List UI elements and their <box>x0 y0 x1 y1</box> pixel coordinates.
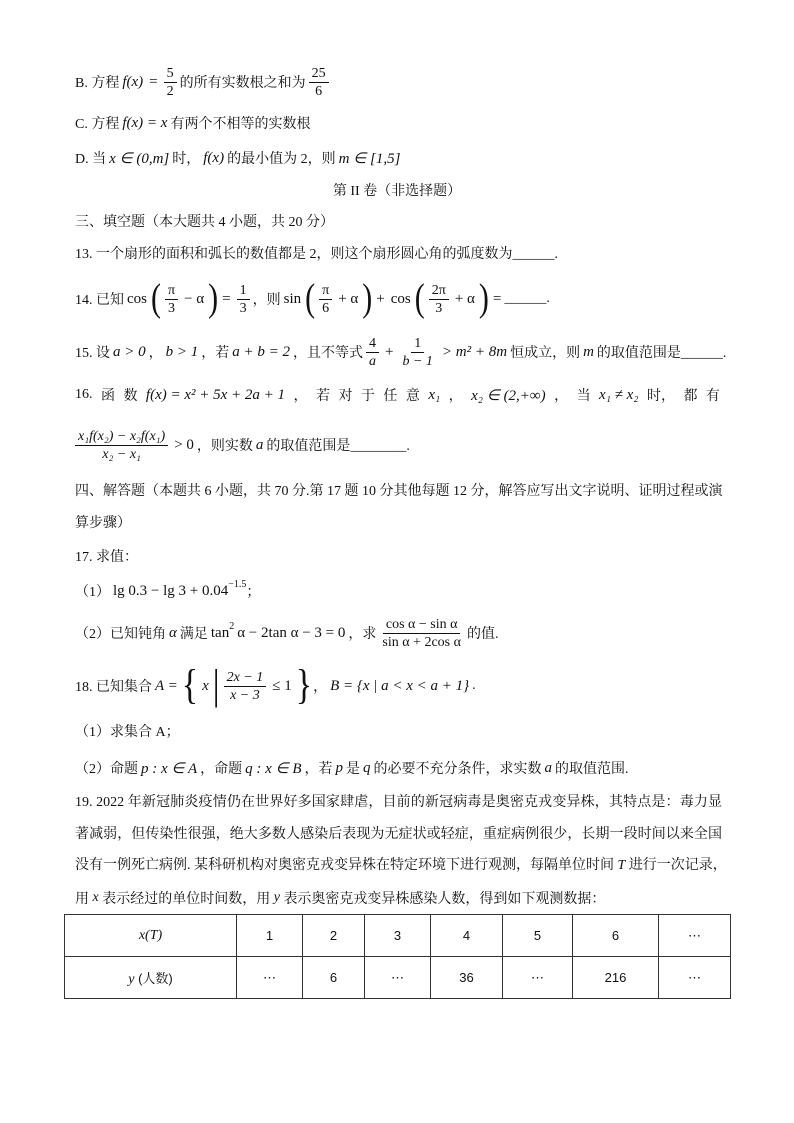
variable-t: T <box>617 858 626 873</box>
tan-function: tan <box>210 624 230 641</box>
log-expression: lg 0.3 − lg 3 + 0.04 <box>113 582 229 599</box>
fraction-denominator: 3 <box>239 300 247 316</box>
left-paren: ( <box>151 276 161 320</box>
question-18-text: 的必要不充分条件，求实数 <box>373 762 542 777</box>
question-18-text: ，若 <box>304 762 333 777</box>
fraction-denominator: sin α + 2cos α <box>382 634 461 650</box>
condition-b: b > 1 <box>165 343 199 360</box>
angle-rest: − α <box>184 290 205 307</box>
table-cell: 6 <box>303 957 365 999</box>
fraction-numerator: π <box>165 282 178 300</box>
greater-than-zero: > 0 <box>174 436 194 453</box>
unit-label: (人数) <box>134 970 173 986</box>
variable-a: a <box>255 436 264 453</box>
fraction-numerator: 1 <box>237 282 250 300</box>
question-19-line-3 <box>75 855 727 877</box>
option-b-label: B. 方程 <box>75 76 120 91</box>
right-brace: } <box>295 662 313 709</box>
option-d-label: D. 当 <box>75 152 107 167</box>
set-b-definition: B = {x | a < x < a + 1} <box>330 677 470 694</box>
question-16-text: 对 <box>338 389 353 404</box>
variable-x1: x₁ <box>428 386 441 403</box>
table-cell: 216 <box>573 957 659 999</box>
question-15-text: ，若 <box>201 346 230 361</box>
left-paren: ( <box>414 276 425 320</box>
fraction-denominator: b − 1 <box>402 353 433 369</box>
cos-function: cos <box>127 290 147 307</box>
option-d <box>75 147 403 169</box>
observation-table <box>64 914 731 999</box>
set-a-relation: ≤ 1 <box>272 677 292 694</box>
question-16-label: 16. <box>75 387 93 402</box>
option-b-value-fraction <box>164 65 177 100</box>
question-15-text: ，且不等式 <box>293 346 363 361</box>
variable-y: y <box>273 890 280 905</box>
fraction-numerator: 2x − 1 <box>224 669 267 687</box>
question-16-text: ， <box>554 389 569 404</box>
variable-a: a <box>544 759 553 776</box>
question-17-title: 17. 求值： <box>75 550 138 565</box>
option-c-label: C. 方程 <box>75 117 120 132</box>
question-16-text: 数 <box>123 389 138 404</box>
question-18-part-1: （1）求集合 A； <box>75 725 180 740</box>
right-paren: ) <box>208 276 219 320</box>
plus-sign: + <box>376 290 385 307</box>
trig-ratio-fraction <box>379 616 464 651</box>
fraction-1-over-b-minus-1 <box>399 335 435 370</box>
proposition-q: q : x ∈ B <box>245 760 302 777</box>
question-17-text: 满足 <box>179 627 208 642</box>
question-16-text: 的取值范围是________. <box>266 439 410 454</box>
exponent: 2 <box>229 620 235 632</box>
question-19-text: 没有一例死亡病例. 某科研机构对奥密克戎变异株在特定环境下进行观测，每隔单位时间 <box>75 858 618 873</box>
question-19-text: 表示奥密克戎变异株感染人数，得到如下观测数据： <box>279 892 606 907</box>
left-paren: ( <box>305 276 316 320</box>
table-cell: 6 <box>573 915 659 957</box>
question-18-text: （2）命题 <box>75 762 138 777</box>
variable-q: q <box>363 759 371 776</box>
question-16-line-2 <box>75 424 410 466</box>
fraction-numerator: x₁f(x₂) − x₂f(x₁) <box>75 428 168 446</box>
angle-rest: + α <box>338 290 359 307</box>
question-16-line-1 <box>75 384 720 406</box>
equals-sign: = <box>492 290 502 307</box>
right-paren: ) <box>478 276 489 320</box>
table-cell: 5 <box>503 915 573 957</box>
table-cell: 4 <box>431 915 503 957</box>
fraction-4-over-a <box>366 335 379 370</box>
fraction-numerator: 5 <box>164 65 177 83</box>
variable-p: p <box>335 759 344 776</box>
volume-title: 第 II 卷（非选择题） <box>332 184 462 199</box>
vertical-bar: | <box>212 662 220 709</box>
question-15-text: 恒成立，则 <box>510 346 581 361</box>
question-16-text: ， <box>448 389 463 404</box>
question-17-part-1 <box>75 580 260 602</box>
table-row-x <box>65 915 731 957</box>
question-18 <box>75 662 476 710</box>
table-cell: 1 <box>237 915 303 957</box>
cos-function: cos <box>390 290 411 307</box>
table-header-y <box>65 957 237 999</box>
section4-heading-line-2: 算步骤） <box>75 516 131 531</box>
option-b <box>75 60 332 104</box>
table-row-y <box>65 957 731 999</box>
question-15 <box>75 331 726 373</box>
angle-fraction <box>165 282 178 317</box>
table-header-x: x(T) <box>65 915 237 957</box>
question-18-text: 是 <box>346 762 361 777</box>
option-b-text: 的所有实数根之和为 <box>179 76 306 91</box>
question-19-text: 进行一次记录， <box>625 858 727 873</box>
answer-blank: ______. <box>504 291 550 306</box>
angle-fraction <box>429 282 449 317</box>
table-cell: ⋯ <box>365 957 431 999</box>
fraction-denominator: x − 3 <box>230 687 260 703</box>
question-16-text: 都 <box>683 389 698 404</box>
question-16-text: ， <box>293 389 308 404</box>
question-16-text: 函 <box>100 389 115 404</box>
option-d-function: f(x) <box>203 149 225 166</box>
question-19-line-1: 19. 2022 年新冠肺炎疫情仍在世界好多国家肆虐，目前的新冠病毒是奥密克戎变异株，其特点是：毒力显 <box>75 795 722 810</box>
question-14-label: 14. 已知 <box>75 293 124 308</box>
fraction-denominator: 3 <box>435 300 443 316</box>
table-cell: 2 <box>303 915 365 957</box>
option-b-sum-fraction <box>309 65 329 100</box>
variable-x: x <box>92 890 99 905</box>
question-17-text: 的值. <box>466 627 499 642</box>
question-16-text: 若 <box>315 389 330 404</box>
question-18-text: 的取值范围. <box>555 762 629 777</box>
section4-heading-line-1: 四、解答题（本题共 6 小题，共 70 分.第 17 题 10 分其他每题 12 分，解答应写出文字说明、证明过程或演 <box>75 484 723 499</box>
part-label: （1） <box>75 585 110 600</box>
table-cell: 36 <box>431 957 503 999</box>
variable-y: y <box>128 971 135 987</box>
fraction-denominator: 2 <box>166 83 174 99</box>
question-15-text: ， <box>148 346 163 361</box>
x2-domain: x₂ ∈ (2,+∞) <box>471 387 546 404</box>
question-18-label: 18. 已知集合 <box>75 680 152 695</box>
option-c-text: 有两个不相等的实数根 <box>170 117 311 132</box>
table-cell: 3 <box>365 915 431 957</box>
question-19-line-4 <box>75 887 605 909</box>
period: . <box>472 678 476 693</box>
fraction-numerator: π <box>319 282 332 300</box>
option-d-text: 时， <box>172 152 201 167</box>
set-a-fraction <box>224 669 267 704</box>
question-13: 13. 一个扇形的面积和弧长的数值都是 2，则这个扇形圆心角的弧度数为______. <box>75 247 558 262</box>
table-cell: ⋯ <box>659 915 731 957</box>
equals-sign: = <box>149 73 158 90</box>
function-definition: f(x) = x² + 5x + 2a + 1 <box>145 386 286 403</box>
fraction-numerator: 4 <box>366 335 379 353</box>
option-b-function: f(x) <box>122 73 144 90</box>
value-fraction <box>237 282 250 317</box>
option-d-interval: x ∈ (0,m] <box>109 150 170 167</box>
option-c-math: f(x) = x <box>122 114 168 131</box>
question-19-line-2: 著减弱，但传染性很强，绝大多数人感染后表现为无症状或轻症，重症病例很少，长期一段时间以来全国 <box>75 827 722 842</box>
separator: ， <box>313 680 328 695</box>
question-15-text: 的取值范围是______. <box>596 346 727 361</box>
question-16-text: 于 <box>360 389 375 404</box>
question-14-text: ，则 <box>252 293 281 308</box>
condition-a: a > 0 <box>113 343 146 360</box>
fraction-denominator: 6 <box>315 83 323 99</box>
question-16-text: 当 <box>576 389 591 404</box>
option-c <box>75 112 310 134</box>
part-end: ； <box>246 585 261 600</box>
set-variable: x <box>202 677 209 694</box>
exponent: −1.5 <box>228 578 247 590</box>
sin-function: sin <box>283 290 302 307</box>
part-label: （2）已知钝角 <box>75 627 166 642</box>
question-18-text: ，命题 <box>200 762 243 777</box>
option-d-text: 的最小值为 2，则 <box>227 152 336 167</box>
plus-sign: + <box>385 343 394 360</box>
difference-quotient-fraction <box>75 428 168 463</box>
question-16-text: 任 <box>383 389 398 404</box>
question-14 <box>75 276 550 322</box>
table-cell: ⋯ <box>503 957 573 999</box>
angle-fraction <box>319 282 332 317</box>
fraction-numerator: cos α − sin α <box>383 616 461 634</box>
left-brace: { <box>181 662 199 709</box>
condition-sum: a + b = 2 <box>232 343 290 360</box>
question-19-text: 表示经过的单位时间数，用 <box>98 892 274 907</box>
variable-alpha: α <box>169 624 177 641</box>
question-16-text: ，则实数 <box>196 439 253 454</box>
question-17-part-2 <box>75 612 498 654</box>
fraction-numerator: 1 <box>411 335 424 353</box>
section3-heading: 三、填空题（本大题共 4 小题，共 20 分） <box>75 215 334 230</box>
fraction-denominator: a <box>369 353 376 369</box>
tan-equation: α − 2tan α − 3 = 0 <box>237 624 346 641</box>
table-cell: ⋯ <box>237 957 303 999</box>
inequality-rhs: > m² + 8m <box>441 343 508 360</box>
fraction-denominator: 6 <box>322 300 330 316</box>
proposition-p: p : x ∈ A <box>141 760 198 777</box>
set-a-lhs: A = <box>155 677 178 694</box>
question-18-part-2 <box>75 757 629 779</box>
equals-sign: = <box>222 290 231 307</box>
option-d-range: m ∈ [1,5] <box>338 150 401 167</box>
fraction-numerator: 2π <box>429 282 449 300</box>
question-16-text: 意 <box>405 389 420 404</box>
x1-not-equal-x2: x₁ ≠ x₂ <box>599 386 639 403</box>
question-16-text: 有 <box>705 389 720 404</box>
question-15-label: 15. 设 <box>75 346 110 361</box>
question-16-text: 时， <box>646 389 675 404</box>
fraction-numerator: 25 <box>309 65 329 83</box>
fraction-denominator: x₂ − x₁ <box>102 446 141 462</box>
question-19-text: 用 <box>75 892 93 907</box>
fraction-denominator: 3 <box>168 300 176 316</box>
variable-m: m <box>583 343 594 360</box>
table-cell: ⋯ <box>659 957 731 999</box>
angle-rest: + α <box>454 290 475 307</box>
question-17-text: ，求 <box>348 627 377 642</box>
right-paren: ) <box>362 276 373 320</box>
